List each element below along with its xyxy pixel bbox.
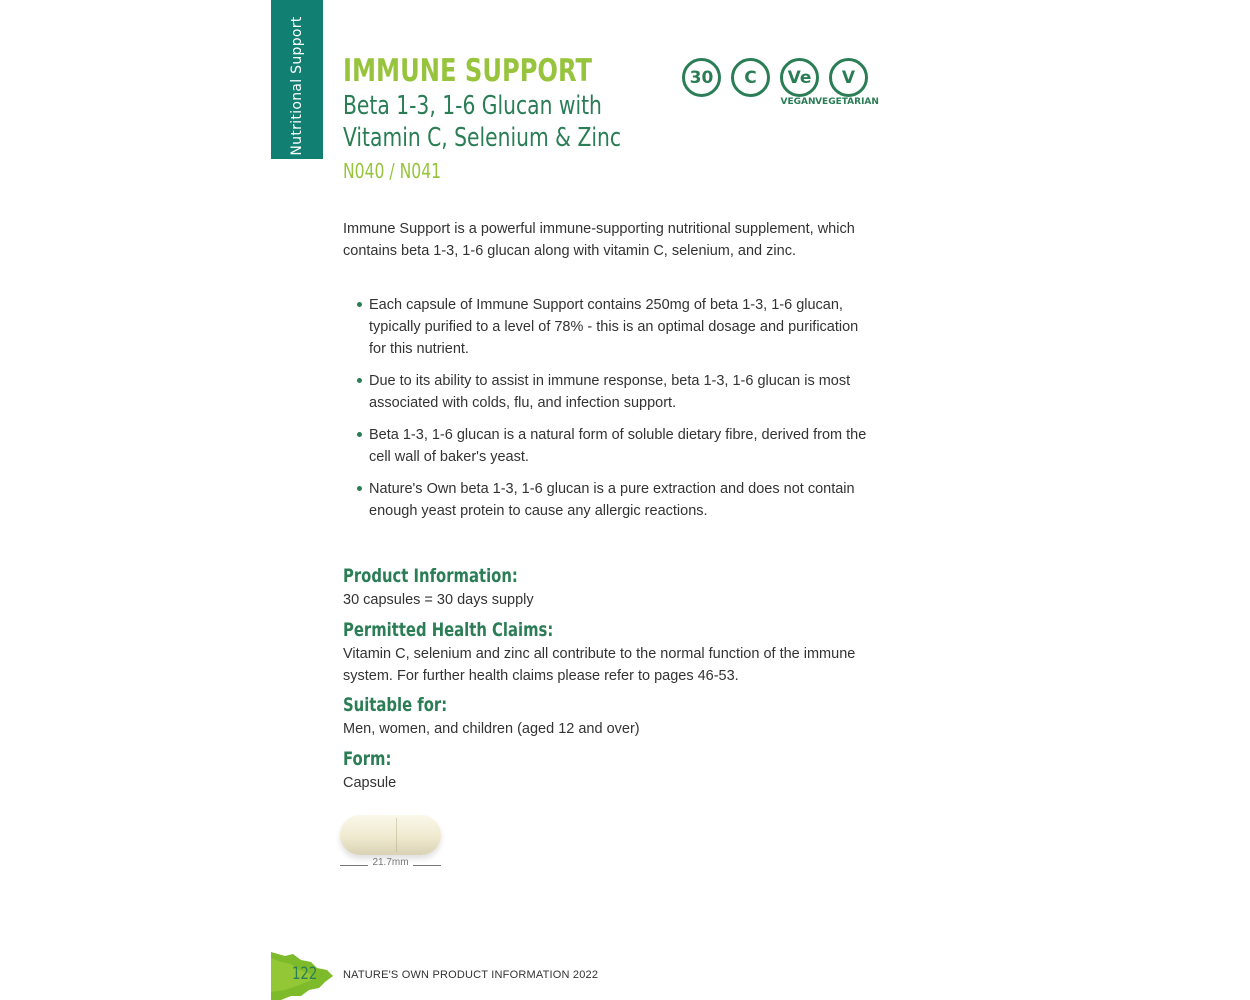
- bullet-icon: [357, 378, 362, 383]
- product-title: IMMUNE SUPPORT: [343, 53, 593, 89]
- intro-paragraph: Immune Support is a powerful immune-supporting nutritional supplement, which contains beta 1-3, 1-6 glucan along with vitamin C, selenium, and zinc.: [343, 221, 855, 259]
- section-tab: [271, 0, 323, 159]
- bullet-icon: [357, 432, 362, 437]
- health-claims-text: Vitamin C, selenium and zinc all contribute to the normal function of the immune system. For further health claims please refer to pages 46-53.: [343, 646, 856, 684]
- bullet-icon: [357, 302, 362, 307]
- footer-text: NATURE'S OWN PRODUCT INFORMATION 2022: [343, 969, 599, 981]
- product-codes: N040 / N041: [343, 159, 442, 183]
- feature-list: [355, 294, 875, 532]
- product-subtitle-line1: Beta 1-3, 1-6 Glucan with: [343, 91, 602, 121]
- list-item: Beta 1-3, 1-6 glucan is a natural form of soluble dietary fibre, derived from the cell wall of baker's yeast.: [355, 424, 875, 468]
- product-info-text: 30 capsules = 30 days supply: [343, 592, 534, 608]
- vegetarian-icon: V: [829, 58, 868, 97]
- list-item: Nature's Own beta 1-3, 1-6 glucan is a pure extraction and does not contain enough yeast protein to cause any allergic reactions.: [355, 478, 875, 522]
- product-info-heading: Product Information:: [343, 565, 518, 587]
- capsule-size-indicator: [340, 857, 441, 873]
- form-heading: Form:: [343, 748, 392, 770]
- capsule-length-label: 21.7mm: [372, 857, 409, 868]
- product-subtitle-line2: Vitamin C, Selenium & Zinc: [343, 123, 621, 153]
- vegan-label: VEGAN: [780, 97, 816, 107]
- vitamin-c-icon: C: [731, 58, 770, 97]
- 30-day-supply-icon: 30: [682, 58, 721, 97]
- suitable-for-text: Men, women, and children (aged 12 and over): [343, 721, 640, 737]
- vegetarian-label: VEGETARIAN: [815, 97, 879, 107]
- vegan-icon: Ve: [780, 58, 819, 97]
- list-item: Each capsule of Immune Support contains 250mg of beta 1-3, 1-6 glucan, typically purified to a level of 78% - this is an optimal dosage and purification for this nutrient.: [355, 294, 875, 360]
- page-number: 122: [292, 964, 318, 984]
- health-claims-heading: Permitted Health Claims:: [343, 619, 554, 641]
- form-text: Capsule: [343, 775, 397, 791]
- bullet-icon: [357, 486, 362, 491]
- capsule-image: [340, 815, 441, 855]
- list-item: Due to its ability to assist in immune response, beta 1-3, 1-6 glucan is most associated with colds, flu, and infection support.: [355, 370, 875, 414]
- section-tab-label: Nutritional Support: [289, 16, 305, 156]
- suitable-for-heading: Suitable for:: [343, 694, 448, 716]
